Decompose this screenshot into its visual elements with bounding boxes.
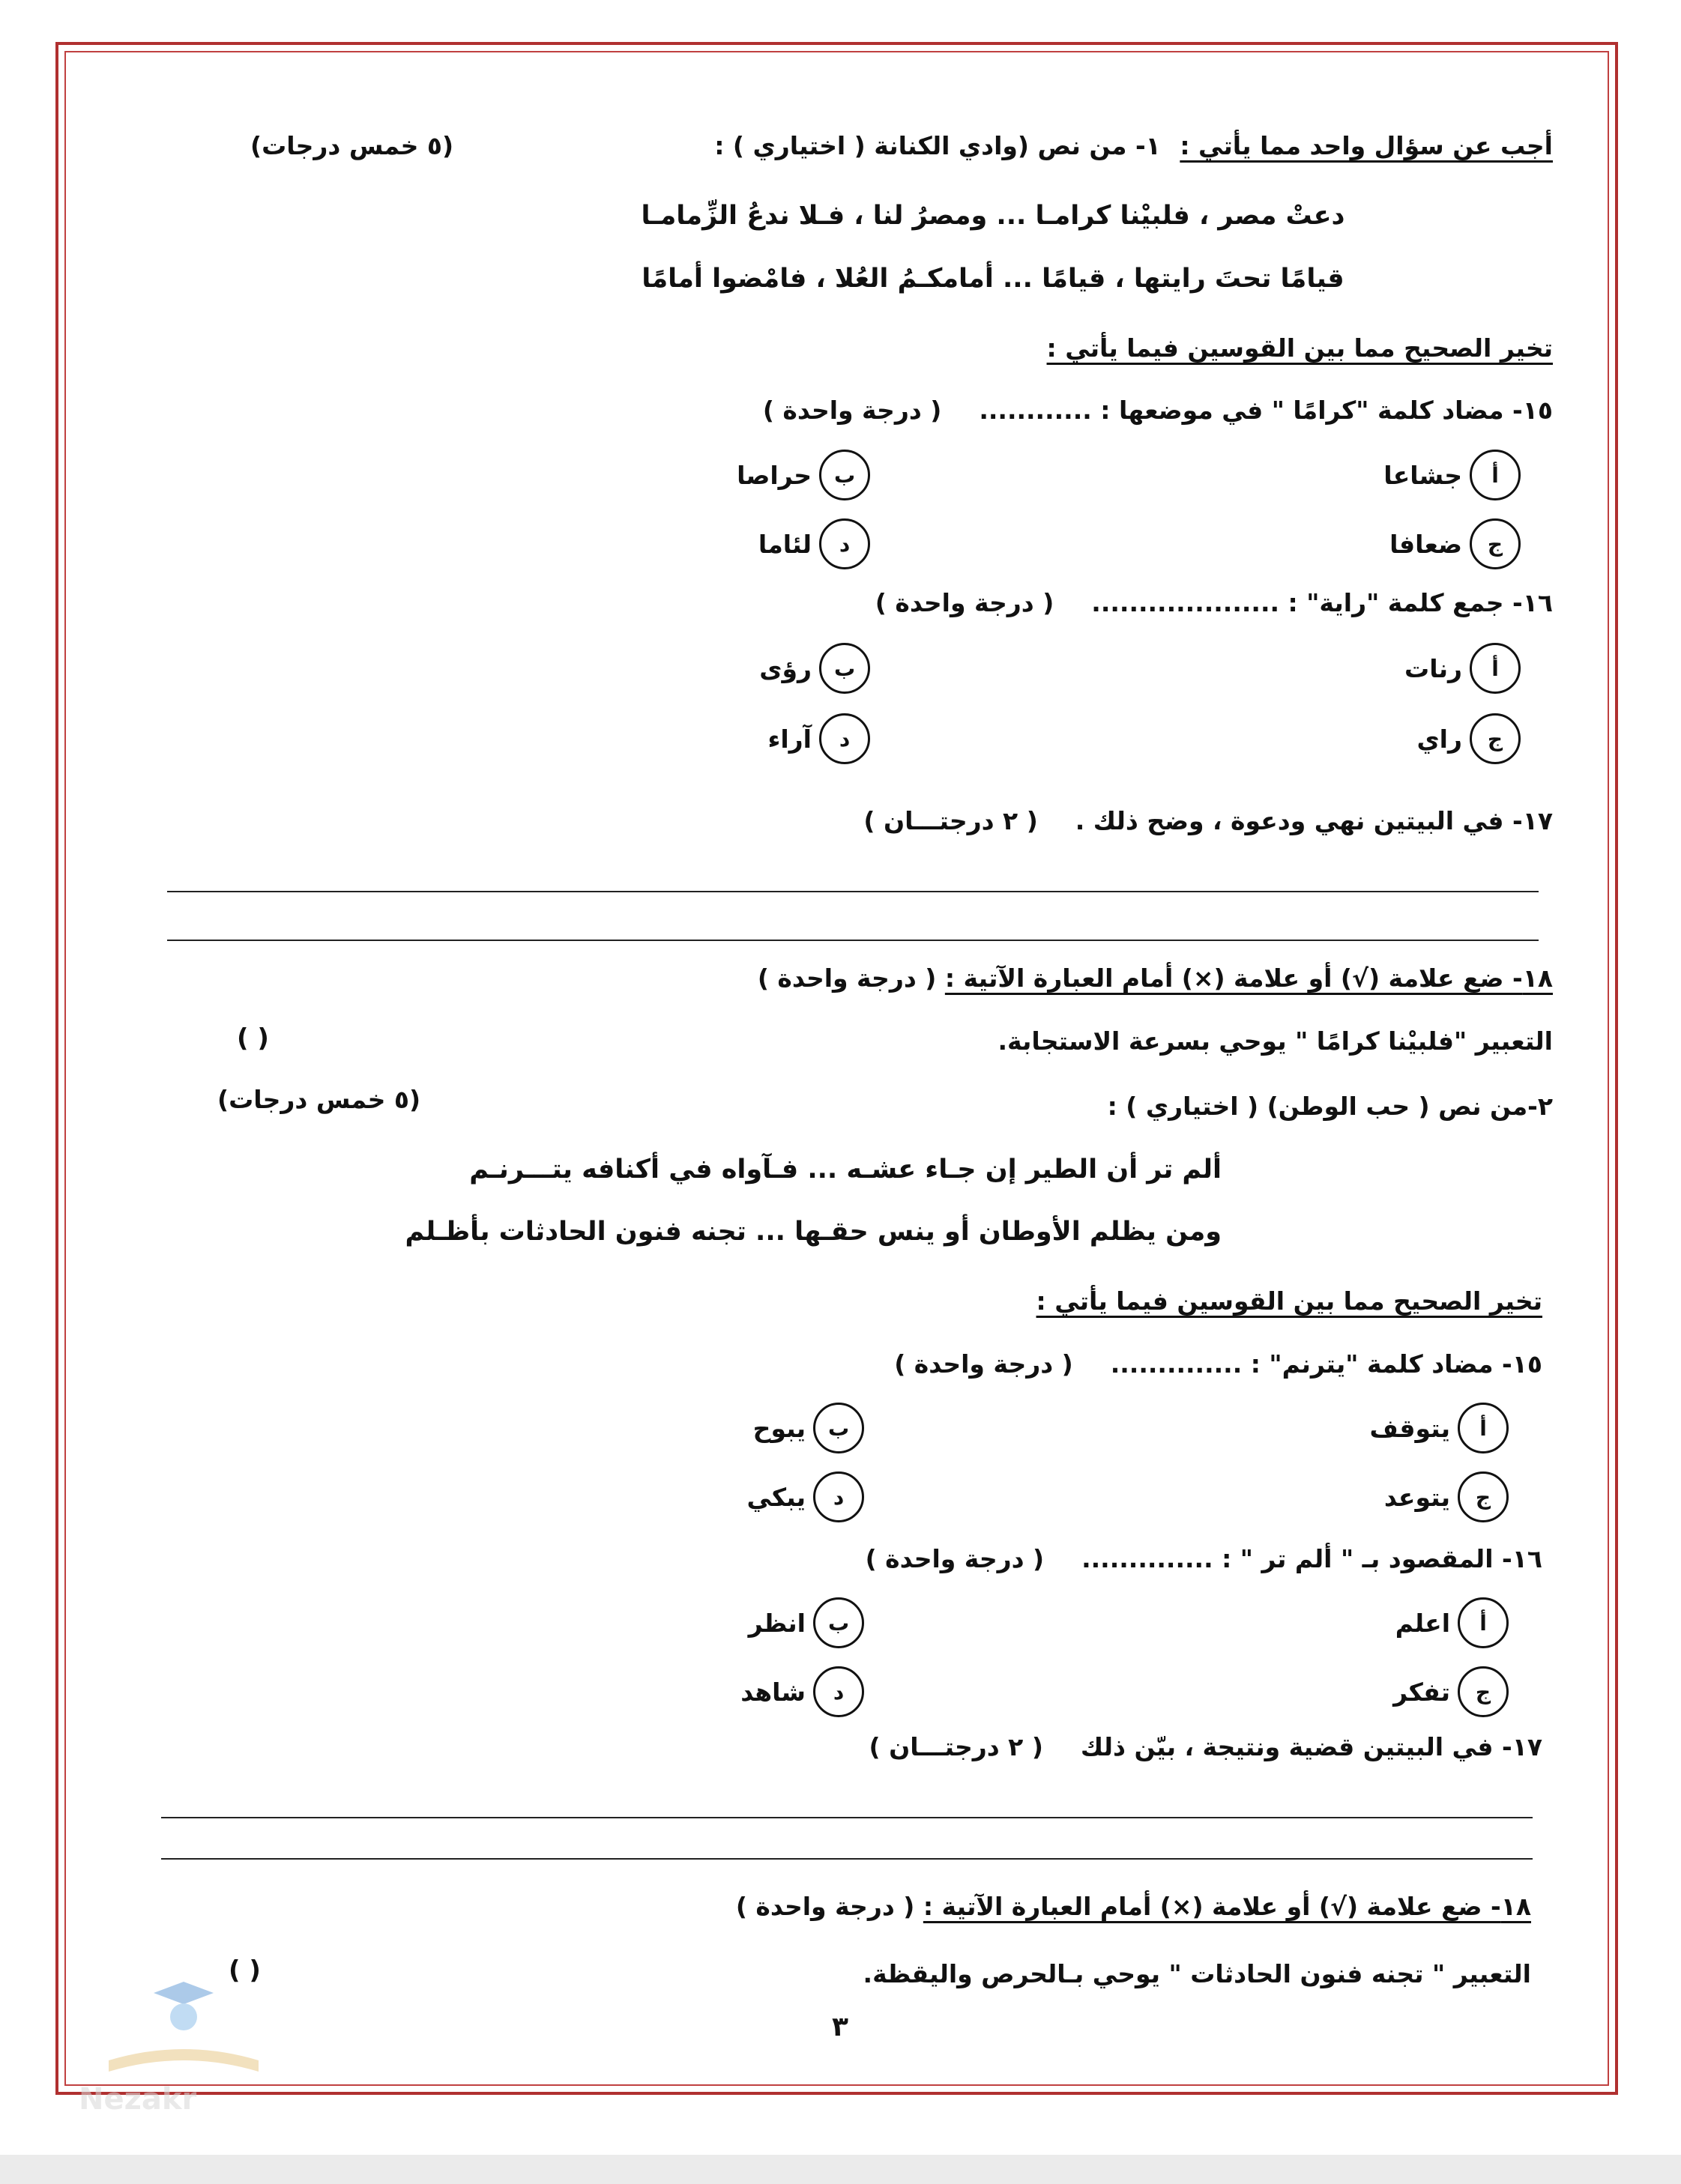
s2-q15-row [894, 1349, 1542, 1379]
s1-q16-option-c[interactable] [1416, 713, 1521, 764]
s1-q16-option-d[interactable] [768, 713, 871, 764]
s1-q18-statement: التعبير "فلبيْنا كرامًا " يوحي بسرعة الاستجابة. [998, 1026, 1553, 1056]
s1-q15-option-b[interactable] [737, 450, 870, 500]
s2-q16-option-a[interactable] [1395, 1597, 1509, 1648]
s1-q15-row [763, 396, 1553, 426]
s2-q16-option-d[interactable] [740, 1666, 864, 1717]
option-text: رؤى [759, 653, 812, 683]
s2-choose-heading: تخير الصحيح مما بين القوسين فيما يأتي : [1036, 1286, 1542, 1316]
svg-text:Nezakr: Nezakr [79, 2082, 197, 2117]
q18-text: ١٨- ضع علامة (√) أو علامة (×) أمام العبارة الآتية : [923, 1892, 1531, 1921]
s1-q16-grade: ( درجة واحدة ) [875, 588, 1054, 617]
option-circle: ب [813, 1403, 864, 1454]
s2-verse-2: ومن يظلم الأوطان أو ينس حقـها ... تجنه فنون الحادثات بأظـلم [405, 1217, 1222, 1247]
section2-marks: (٥ خمس درجات) [217, 1085, 421, 1114]
section1-marks: (٥ خمس درجات) [250, 131, 454, 160]
option-circle: أ [1458, 1403, 1509, 1454]
s1-q17-grade: ( ٢ درجتـــان ) [863, 806, 1038, 835]
answer-line[interactable] [161, 1817, 1533, 1818]
option-text: انظر [748, 1608, 806, 1638]
instruction: أجب عن سؤال واحد مما يأتي : [1180, 131, 1553, 160]
option-circle: ب [819, 643, 870, 694]
s2-q15-grade: ( درجة واحدة ) [894, 1349, 1073, 1379]
s1-q16-option-a[interactable] [1404, 643, 1521, 694]
option-circle: أ [1470, 643, 1521, 694]
s1-q16-option-b[interactable] [759, 643, 870, 694]
option-circle: د [813, 1666, 864, 1717]
s1-answer-box[interactable]: ( ) [237, 1023, 269, 1053]
s2-q16-option-b[interactable] [749, 1597, 864, 1648]
option-text: اعلم [1395, 1608, 1450, 1638]
s1-q15-option-a[interactable] [1383, 450, 1521, 500]
s2-q16: ١٦- المقصود بـ " ألم تر " : .............. [1081, 1544, 1542, 1573]
s1-q16: ١٦- جمع كلمة "راية" : .................... [1091, 588, 1553, 617]
s2-q16-option-c[interactable] [1393, 1666, 1509, 1717]
option-circle: ج [1458, 1666, 1509, 1717]
option-circle: أ [1470, 450, 1521, 500]
option-circle: ب [813, 1597, 864, 1648]
option-circle: د [819, 713, 870, 764]
s2-q15-option-d[interactable] [747, 1471, 864, 1522]
s1-verse-1: دعتْ مصر ، فلبيْنا كرامـا ... ومصرُ لنا ، فـلا ندعُ الزِّمامـا [641, 201, 1345, 231]
s2-q17-grade: ( ٢ درجتـــان ) [869, 1732, 1043, 1761]
s1-q18 [758, 964, 1553, 993]
answer-line[interactable] [167, 940, 1539, 941]
option-text: رنات [1404, 653, 1462, 683]
answer-line[interactable] [161, 1858, 1533, 1860]
s2-verse-1: ألم تر أن الطير إن جـاء عشـه ... فـآواه في أكنافه يتـــرنـم [469, 1155, 1222, 1185]
s2-q15-option-c[interactable] [1384, 1471, 1509, 1522]
option-text: يتوقف [1369, 1413, 1450, 1443]
option-circle: ج [1470, 518, 1521, 569]
s1-q15-option-c[interactable] [1389, 518, 1521, 569]
s2-q18-statement: التعبير " تجنه فنون الحادثات " يوحي بـالحرص واليقظة. [863, 1959, 1531, 1988]
option-text: لئاما [758, 529, 812, 559]
option-text: يبوح [752, 1413, 806, 1443]
s1-q15: ١٥- مضاد كلمة "كرامًا " في موضعها : ............ [979, 396, 1553, 425]
s2-q18 [736, 1892, 1531, 1922]
option-circle: د [819, 518, 870, 569]
option-text: جشاعا [1383, 460, 1462, 490]
section2-title: ٢-من نص ( حب الوطن) ( اختياري ) : [1107, 1092, 1553, 1121]
s2-q17-row [869, 1732, 1542, 1762]
option-text: راي [1416, 724, 1462, 754]
s2-answer-box[interactable]: ( ) [229, 1955, 261, 1985]
s2-q15-option-a[interactable] [1370, 1403, 1509, 1454]
option-text: آراء [767, 724, 812, 754]
s2-q17: ١٧- في البيتين قضية ونتيجة ، بيّن ذلك [1080, 1732, 1542, 1761]
option-circle: ب [819, 450, 870, 500]
option-text: شاهد [740, 1677, 806, 1707]
section1-title: ١- من نص (وادي الكنانة ( اختياري ) : [714, 131, 1161, 160]
s1-q15-option-d[interactable] [758, 518, 870, 569]
option-circle: أ [1458, 1597, 1509, 1648]
s1-verse-2: قيامًا تحتَ رايتها ، قيامًا ... أمامكـمُ العُلا ، فامْضوا أمامًا [642, 264, 1345, 294]
s2-q16-grade: ( درجة واحدة ) [865, 1544, 1045, 1573]
s1-choose-heading: تخير الصحيح مما بين القوسين فيما يأتي : [1046, 333, 1553, 363]
s2-q15: ١٥- مضاد كلمة "يترنم" : .............. [1110, 1349, 1542, 1379]
s1-q15-grade: ( درجة واحدة ) [762, 396, 942, 425]
bottom-band [0, 2155, 1681, 2184]
s2-q15-option-b[interactable] [753, 1403, 864, 1454]
s1-q17: ١٧- في البيتين نهي ودعوة ، وضح ذلك . [1075, 806, 1553, 835]
option-text: تفكر [1393, 1677, 1450, 1707]
option-text: حراصا [737, 460, 812, 490]
answer-line[interactable] [167, 891, 1539, 892]
option-circle: ج [1458, 1471, 1509, 1522]
option-text: يبكي [746, 1482, 806, 1512]
q18-grade: ( درجة واحدة ) [735, 1892, 915, 1921]
s2-q16-row [866, 1544, 1542, 1574]
option-text: يتوعد [1383, 1482, 1450, 1512]
option-circle: د [813, 1471, 864, 1522]
option-text: ضعافا [1389, 529, 1462, 559]
s1-q16-row [875, 588, 1553, 618]
option-circle: ج [1470, 713, 1521, 764]
watermark-logo [64, 1970, 274, 2120]
q18-grade: ( درجة واحدة ) [757, 964, 937, 993]
q18-text: ١٨- ضع علامة (√) أو علامة (×) أمام العبارة الآتية : [944, 964, 1553, 993]
header-row [714, 131, 1553, 161]
page-number: ٣ [832, 2012, 848, 2042]
s1-q17-row [863, 806, 1553, 836]
